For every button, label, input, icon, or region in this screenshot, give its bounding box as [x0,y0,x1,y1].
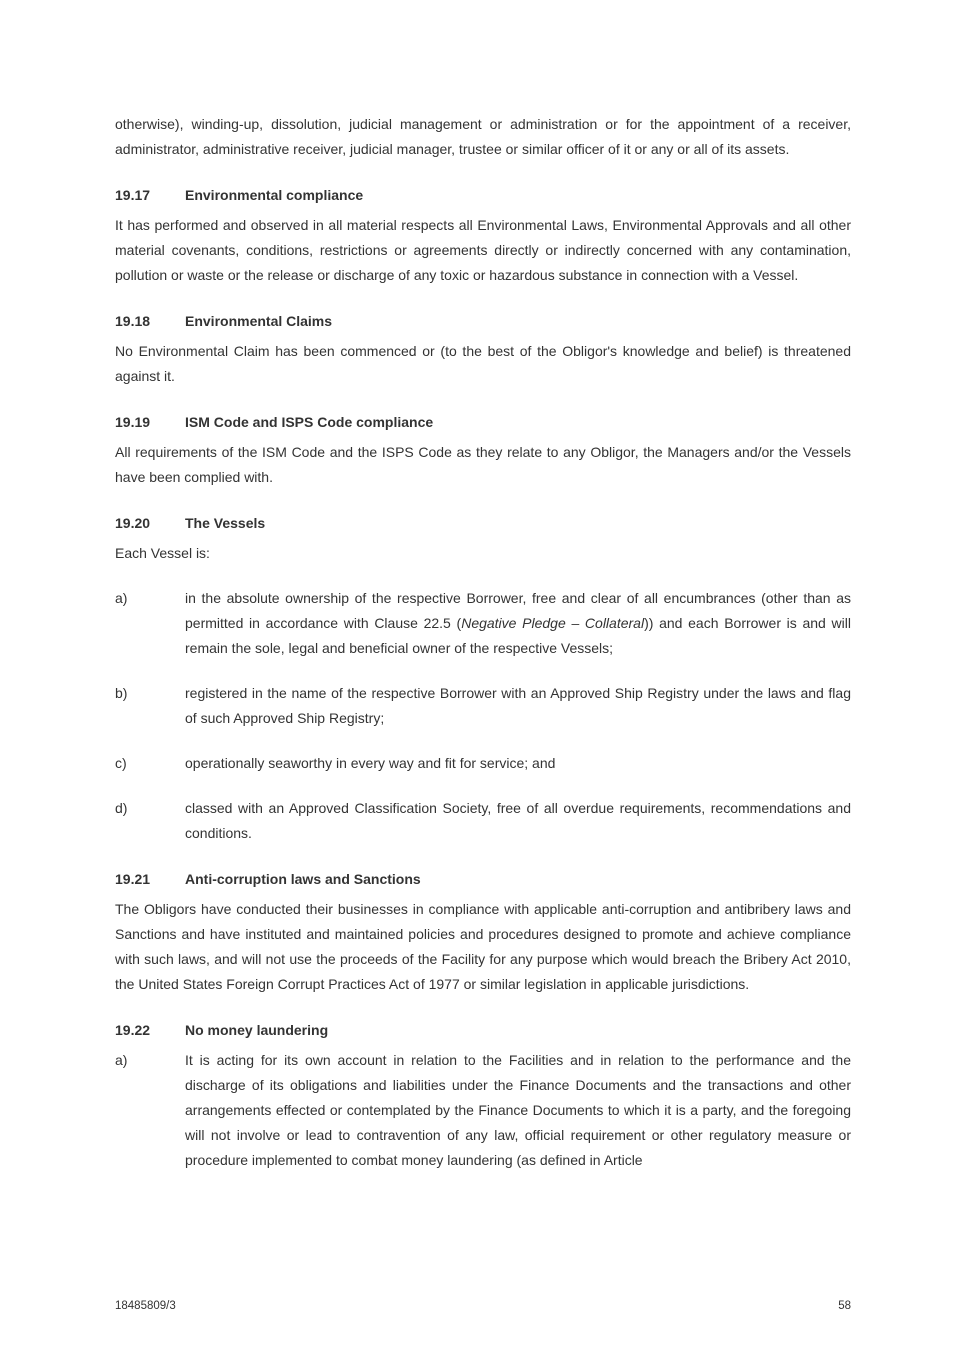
section-paragraph: No Environmental Claim has been commenced or (to the best of the Obligor's knowledge and belief) is threatened against it. [115,343,851,384]
list-item-d [115,796,851,846]
section-number: 19.22 [115,1022,151,1038]
section-environmental-compliance [115,183,851,288]
defined-term-italic: Negative Pledge – Collateral [461,615,645,631]
page-footer [115,1298,851,1314]
section-no-money-laundering [115,1018,851,1173]
section-number: 19.20 [115,515,151,531]
list-item-text [185,586,851,661]
list-item-a [115,1048,851,1173]
section-heading [115,309,851,334]
section-heading [115,1018,851,1043]
section-number: 19.19 [115,414,151,430]
list-item-a [115,586,851,661]
section-heading [115,183,851,208]
section-heading [115,511,851,536]
section-number: 19.21 [115,871,151,887]
section-the-vessels [115,511,851,846]
list-marker: a) [115,1052,128,1068]
vessels-list [115,586,851,846]
section-number: 19.18 [115,313,151,329]
list-item-text-prefix: in the absolute ownership of the respective Borrower, free and clear of all encumbrances (other than as permitted in accordance with Clause 22.5 ( [185,590,851,631]
section-paragraph: All requirements of the ISM Code and the ISPS Code as they relate to any Obligor, the Managers and/or the Vessels have been complied with. [115,444,851,485]
section-title: The Vessels [185,515,266,531]
section-environmental-claims [115,309,851,389]
paragraph-continuation: otherwise), winding-up, dissolution, judicial management or administration or for the appointment of a receiver, administrator, administrative receiver, judicial manager, trustee or similar officer of it or any or all of its assets. [115,116,851,157]
section-paragraph: The Obligors have conducted their businesses in compliance with applicable anti-corruption and antibribery laws and Sanctions and have instituted and maintained policies and procedures designed to promote and achieve compliance with such laws, and will not use the proceeds of the Facility for any purpose which would breach the Bribery Act 2010, the United States Foreign Corrupt Practices Act of 1977 or similar legislation in applicable jurisdictions. [115,901,851,992]
list-item-text-suffix: )) and each Borrower is and will remain the sole, legal and beneficial owner of the respective Vessels; [185,615,851,656]
list-marker: b) [115,685,128,701]
section-title: Environmental Claims [185,313,333,329]
list-item-text: classed with an Approved Classification Society, free of all overdue requirements, recommendations and conditions. [185,800,851,841]
section-title: No money laundering [185,1022,329,1038]
money-laundering-list [115,1048,851,1173]
section-title: Anti-corruption laws and Sanctions [185,871,421,887]
list-marker: d) [115,800,128,816]
list-item-c [115,751,851,776]
list-item-text: registered in the name of the respective Borrower with an Approved Ship Registry under the laws and flag of such Approved Ship Registry; [185,685,851,726]
footer-doc-ref: 18485809/3 [115,1300,176,1312]
section-anti-corruption [115,867,851,997]
section-ism-isps-code [115,410,851,490]
section-heading [115,410,851,435]
list-marker: a) [115,590,128,606]
list-item-text: operationally seaworthy in every way and fit for service; and [185,755,556,771]
list-marker: c) [115,755,127,771]
footer-page-number: 58 [838,1300,851,1312]
list-item-b [115,681,851,731]
section-paragraph: It has performed and observed in all material respects all Environmental Laws, Environmental Approvals and all other material covenants, conditions, restrictions or agreements directly or indirectly concerned with any contamination, pollution or waste or the release or discharge of any toxic or hazardous substance in connection with a Vessel. [115,217,851,283]
section-number: 19.17 [115,187,151,203]
section-title: ISM Code and ISPS Code compliance [185,414,434,430]
list-item-text: It is acting for its own account in relation to the Facilities and in relation to the performance and the discharge of its obligations and liabilities under the Finance Documents and the transactions and other arrangements effected or contemplated by the Finance Documents to which it is a party, and the foregoing will not involve or lead to contravention of any law, official requirement or other regulatory measure or procedure implemented to combat money laundering (as defined in Article [185,1052,851,1168]
section-intro-paragraph: Each Vessel is: [115,545,210,561]
section-title: Environmental compliance [185,187,364,203]
section-heading [115,867,851,892]
